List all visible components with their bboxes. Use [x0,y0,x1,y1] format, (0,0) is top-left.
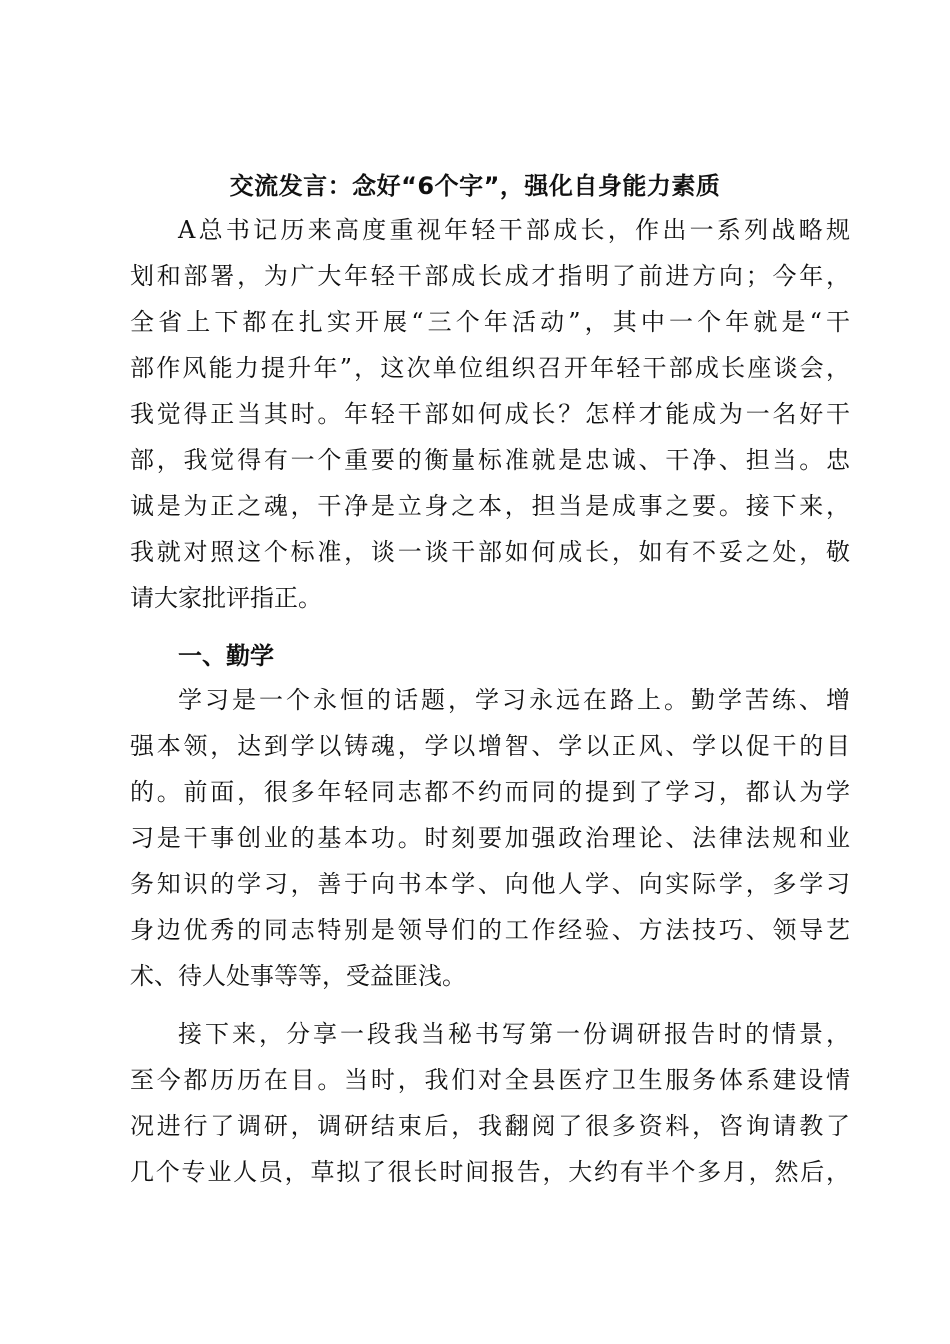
paragraph-1-line-3: 全省上下都在扎实开展“三个年活动”，其中一个年就是“干 [130,308,850,336]
paragraph-3-line-2: 至今都历历在目。当时，我们对全县医疗卫生服务体系建设情 [130,1066,850,1094]
paragraph-2-line-7: 术、待人处事等等，受益匪浅。 [130,962,466,990]
paragraph-1-line-6: 部，我觉得有一个重要的衡量标准就是忠诚、干净、担当。忠 [130,446,850,474]
paragraph-3-line-4: 几个专业人员，草拟了很长时间报告，大约有半个多月，然后， [130,1158,850,1186]
paragraph-1-line-4: 部作风能力提升年”，这次单位组织召开年轻干部成长座谈会， [130,354,850,382]
paragraph-2-line-3: 的。前面，很多年轻同志都不约而同的提到了学习，都认为学 [130,778,850,806]
paragraph-1-line-2: 划和部署，为广大年轻干部成长成才指明了前进方向；今年， [130,262,850,290]
paragraph-2-line-6: 身边优秀的同志特别是领导们的工作经验、方法技巧、领导艺 [130,916,850,944]
paragraph-1-line-5: 我觉得正当其时。年轻干部如何成长？怎样才能成为一名好干 [130,400,850,428]
paragraph-1-line-8: 我就对照这个标准，谈一谈干部如何成长，如有不妥之处，敬 [130,538,850,566]
section-heading-1: 一、勤学 [178,642,274,670]
paragraph-2-line-4: 习是干事创业的基本功。时刻要加强政治理论、法律法规和业 [130,824,850,852]
paragraph-2-line-5: 务知识的学习，善于向书本学、向他人学、向实际学，多学习 [130,870,850,898]
paragraph-2-line-1: 学习是一个永恒的话题，学习永远在路上。勤学苦练、增 [178,686,850,714]
paragraph-3-line-1: 接下来，分享一段我当秘书写第一份调研报告时的情景， [178,1020,850,1048]
paragraph-1-line-7: 诚是为正之魂，干净是立身之本，担当是成事之要。接下来， [130,492,850,520]
paragraph-1-line-1: A总书记历来高度重视年轻干部成长，作出一系列战略规 [178,216,850,244]
paragraph-1-line-9: 请大家批评指正。 [130,584,322,612]
document-title: 交流发言：念好“6个字”，强化自身能力素质 [229,172,721,200]
paragraph-3-line-3: 况进行了调研，调研结束后，我翻阅了很多资料，咨询请教了 [130,1112,850,1140]
paragraph-2-line-2: 强本领，达到学以铸魂，学以增智、学以正风、学以促干的目 [130,732,850,760]
